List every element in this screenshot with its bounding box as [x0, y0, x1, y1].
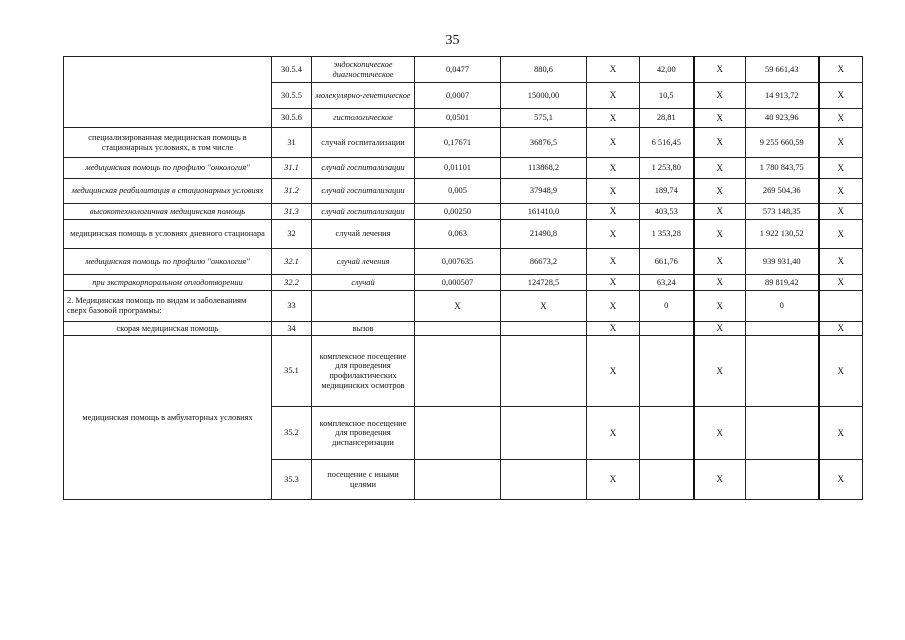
row-name: высокотехнологичная медицинская помощь: [64, 204, 272, 220]
cell-v5: X: [694, 460, 746, 500]
cell-v4: [640, 336, 694, 407]
row-name: [64, 57, 272, 128]
cell-v5: X: [694, 322, 746, 336]
cell-v1: [415, 322, 501, 336]
cell-v4: 28,81: [640, 109, 694, 128]
row-code: 35.2: [272, 407, 312, 460]
cell-v2: 124728,5: [501, 275, 587, 291]
cell-v4: 63,24: [640, 275, 694, 291]
cell-v1: 0,0501: [415, 109, 501, 128]
row-unit: посещение с иными целями: [312, 460, 415, 500]
cell-v5: X: [694, 179, 746, 204]
cell-v6: [746, 460, 819, 500]
cell-v4: 0: [640, 291, 694, 322]
cell-v1: 0,0007: [415, 83, 501, 109]
cell-v6: 1 780 843,75: [746, 158, 819, 179]
cell-v2: 161410,0: [501, 204, 587, 220]
cell-v2: [501, 322, 587, 336]
table-row: [64, 336, 863, 407]
row-unit: случай госпитализации: [312, 158, 415, 179]
cell-v3: X: [587, 322, 640, 336]
cell-v6: 14 913,72: [746, 83, 819, 109]
row-code: 31.2: [272, 179, 312, 204]
cell-v2: 86673,2: [501, 249, 587, 275]
cell-v5: X: [694, 291, 746, 322]
cell-v2: 36876,5: [501, 128, 587, 158]
cell-v3: X: [587, 128, 640, 158]
cell-v3: X: [587, 275, 640, 291]
table-row: [64, 291, 863, 322]
table-row: [64, 57, 863, 83]
cell-v1: 0,01101: [415, 158, 501, 179]
cell-v5: X: [694, 204, 746, 220]
row-unit: вызов: [312, 322, 415, 336]
cell-v6: 59 661,43: [746, 57, 819, 83]
cell-v7: X: [819, 275, 863, 291]
cell-v3: X: [587, 220, 640, 249]
row-name: 2. Медицинская помощь по видам и заболеваниям сверх базовой программы:: [64, 291, 272, 322]
cell-v7: X: [819, 460, 863, 500]
cell-v7: X: [819, 322, 863, 336]
row-unit: [312, 291, 415, 322]
cell-v2: [501, 460, 587, 500]
row-code: 35.1: [272, 336, 312, 407]
row-unit: случай госпитализации: [312, 179, 415, 204]
cell-v4: [640, 407, 694, 460]
cell-v7: X: [819, 204, 863, 220]
row-unit: молекулярно-генетическое: [312, 83, 415, 109]
cell-v1: 0,000507: [415, 275, 501, 291]
row-unit: комплексное посещение для проведения диспансеризации: [312, 407, 415, 460]
cell-v3: X: [587, 83, 640, 109]
row-name: медицинская реабилитация в стационарных условиях: [64, 179, 272, 204]
cell-v1: 0,063: [415, 220, 501, 249]
cell-v6: 1 922 130,52: [746, 220, 819, 249]
cell-v1: [415, 460, 501, 500]
page-number: 35: [445, 33, 460, 48]
cell-v4: [640, 322, 694, 336]
row-name: медицинская помощь в амбулаторных условиях: [64, 336, 272, 500]
cell-v6: 939 931,40: [746, 249, 819, 275]
cell-v7: X: [819, 249, 863, 275]
cell-v3: X: [587, 249, 640, 275]
cell-v5: X: [694, 336, 746, 407]
row-unit: случай госпитализации: [312, 204, 415, 220]
cell-v6: 9 255 660,59: [746, 128, 819, 158]
cell-v2: 21490,8: [501, 220, 587, 249]
cell-v4: 189,74: [640, 179, 694, 204]
row-name: при экстракорпоральном оплодотворении: [64, 275, 272, 291]
cell-v3: X: [587, 109, 640, 128]
cell-v1: 0,00250: [415, 204, 501, 220]
cell-v3: X: [587, 407, 640, 460]
cell-v2: 575,1: [501, 109, 587, 128]
cell-v2: X: [501, 291, 587, 322]
row-unit: случай: [312, 275, 415, 291]
row-code: 34: [272, 322, 312, 336]
cell-v1: 0,005: [415, 179, 501, 204]
table-row: [64, 322, 863, 336]
cell-v5: X: [694, 128, 746, 158]
cell-v2: 37948,9: [501, 179, 587, 204]
cell-v1: 0,0477: [415, 57, 501, 83]
cell-v3: X: [587, 158, 640, 179]
cell-v6: 269 504,36: [746, 179, 819, 204]
cell-v7: X: [819, 336, 863, 407]
cell-v4: 10,5: [640, 83, 694, 109]
cell-v3: X: [587, 204, 640, 220]
cell-v4: 1 253,80: [640, 158, 694, 179]
row-name: медицинская помощь по профилю "онкология": [64, 158, 272, 179]
cell-v5: X: [694, 57, 746, 83]
cell-v5: X: [694, 83, 746, 109]
cell-v6: 0: [746, 291, 819, 322]
cell-v4: 6 516,45: [640, 128, 694, 158]
row-code: 30.5.4: [272, 57, 312, 83]
row-code: 31: [272, 128, 312, 158]
cell-v2: 113868,2: [501, 158, 587, 179]
data-table: [63, 56, 863, 500]
cell-v2: 15000,00: [501, 83, 587, 109]
row-name: медицинская помощь в условиях дневного стационара: [64, 220, 272, 249]
row-code: 35.3: [272, 460, 312, 500]
row-name: скорая медицинская помощь: [64, 322, 272, 336]
table-row: [64, 204, 863, 220]
row-code: 30.5.5: [272, 83, 312, 109]
cell-v4: 661,76: [640, 249, 694, 275]
cell-v5: X: [694, 158, 746, 179]
cell-v7: X: [819, 158, 863, 179]
cell-v3: X: [587, 291, 640, 322]
cell-v5: X: [694, 249, 746, 275]
cell-v6: 40 923,96: [746, 109, 819, 128]
row-code: 33: [272, 291, 312, 322]
table-row: [64, 179, 863, 204]
table-row: [64, 128, 863, 158]
table-row: [64, 275, 863, 291]
cell-v7: [819, 291, 863, 322]
cell-v7: X: [819, 407, 863, 460]
cell-v5: X: [694, 275, 746, 291]
cell-v1: 0,007635: [415, 249, 501, 275]
cell-v4: 403,53: [640, 204, 694, 220]
cell-v6: 573 148,35: [746, 204, 819, 220]
cell-v2: 880,6: [501, 57, 587, 83]
cell-v6: 89 819,42: [746, 275, 819, 291]
row-code: 32.2: [272, 275, 312, 291]
table-row: [64, 158, 863, 179]
cell-v7: X: [819, 220, 863, 249]
cell-v6: [746, 407, 819, 460]
cell-v1: [415, 407, 501, 460]
cell-v7: X: [819, 128, 863, 158]
cell-v5: X: [694, 109, 746, 128]
row-code: 32.1: [272, 249, 312, 275]
cell-v2: [501, 407, 587, 460]
cell-v3: X: [587, 460, 640, 500]
cell-v4: [640, 460, 694, 500]
row-code: 32: [272, 220, 312, 249]
row-unit: случай лечения: [312, 249, 415, 275]
cell-v7: X: [819, 109, 863, 128]
cell-v4: 1 353,28: [640, 220, 694, 249]
cell-v7: X: [819, 83, 863, 109]
table-row: [64, 220, 863, 249]
cell-v7: X: [819, 179, 863, 204]
cell-v4: 42,00: [640, 57, 694, 83]
table-row: [64, 249, 863, 275]
cell-v1: [415, 336, 501, 407]
cell-v7: X: [819, 57, 863, 83]
row-unit: случай госпитализации: [312, 128, 415, 158]
row-unit: комплексное посещение для проведения профилактических медицинских осмотров: [312, 336, 415, 407]
row-code: 30.5.6: [272, 109, 312, 128]
row-unit: гистологическое: [312, 109, 415, 128]
cell-v3: X: [587, 179, 640, 204]
row-name: специализированная медицинская помощь в стационарных условиях, в том числе: [64, 128, 272, 158]
cell-v6: [746, 322, 819, 336]
cell-v1: X: [415, 291, 501, 322]
row-unit: случай лечения: [312, 220, 415, 249]
row-code: 31.1: [272, 158, 312, 179]
cell-v6: [746, 336, 819, 407]
row-name: медицинская помощь по профилю "онкология": [64, 249, 272, 275]
cell-v5: X: [694, 407, 746, 460]
row-code: 31.3: [272, 204, 312, 220]
row-unit: эндоскопическое диагностическое: [312, 57, 415, 83]
cell-v2: [501, 336, 587, 407]
cell-v3: X: [587, 57, 640, 83]
cell-v5: X: [694, 220, 746, 249]
cell-v1: 0,17671: [415, 128, 501, 158]
cell-v3: X: [587, 336, 640, 407]
